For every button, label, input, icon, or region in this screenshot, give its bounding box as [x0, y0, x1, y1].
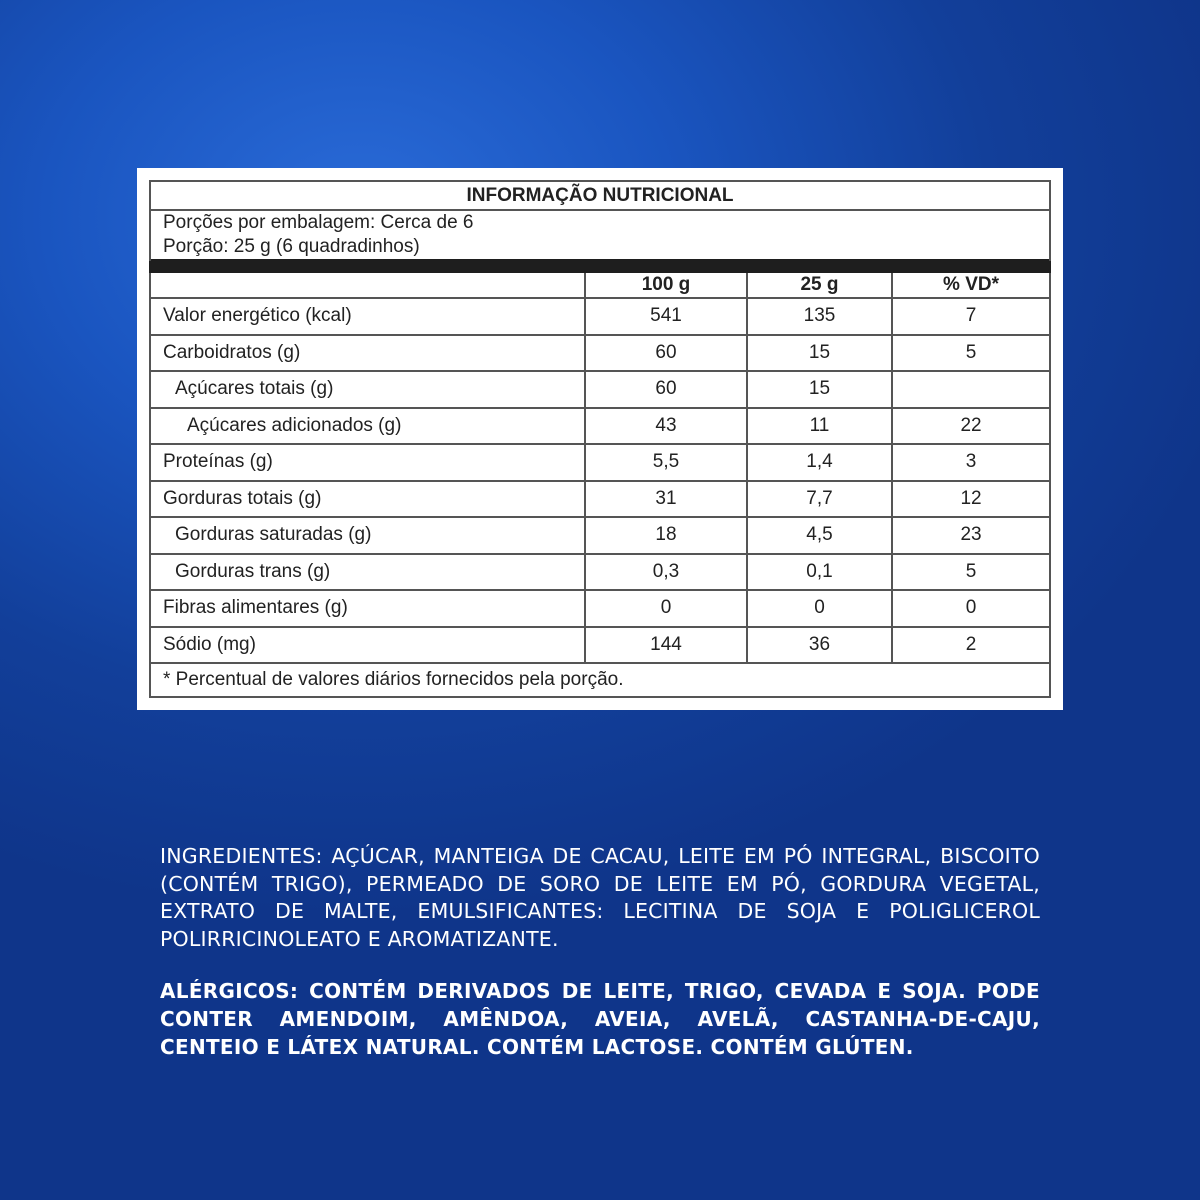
nutrient-label: Valor energético (kcal): [150, 298, 585, 335]
nutrient-value-vd: 5: [892, 335, 1050, 372]
nutrient-value-vd: 23: [892, 517, 1050, 554]
nutrient-value-100g: 541: [585, 298, 747, 335]
nutrient-value-vd: [892, 371, 1050, 408]
nutrient-value-vd: 5: [892, 554, 1050, 591]
nutrient-row: [150, 408, 1050, 445]
nutrient-value-100g: 31: [585, 481, 747, 518]
nutrient-value-25g: 7,7: [747, 481, 892, 518]
nutrition-facts-panel: [137, 168, 1063, 710]
nutrient-row: [150, 627, 1050, 664]
serving-info: [150, 210, 1050, 260]
nutrient-value-100g: 0,3: [585, 554, 747, 591]
nutrient-value-25g: 4,5: [747, 517, 892, 554]
nutrient-row: [150, 335, 1050, 372]
nutrient-value-100g: 5,5: [585, 444, 747, 481]
serving-size: Porção: 25 g (6 quadradinhos): [163, 236, 420, 257]
nutrient-row: [150, 298, 1050, 335]
nutrient-row: [150, 517, 1050, 554]
servings-per-package: Porções por embalagem: Cerca de 6: [163, 212, 474, 233]
nutrient-value-vd: 22: [892, 408, 1050, 445]
nutrition-footnote: * Percentual de valores diários fornecidos pela porção.: [150, 663, 1050, 697]
nutrient-value-25g: 0,1: [747, 554, 892, 591]
nutrient-row: [150, 481, 1050, 518]
nutrient-value-25g: 11: [747, 408, 892, 445]
nutrient-row: [150, 444, 1050, 481]
nutrient-value-100g: 18: [585, 517, 747, 554]
nutrient-value-100g: 144: [585, 627, 747, 664]
nutrient-value-vd: 7: [892, 298, 1050, 335]
nutrient-label: Carboidratos (g): [150, 335, 585, 372]
nutrient-label: Açúcares adicionados (g): [150, 408, 585, 445]
nutrient-label: Sódio (mg): [150, 627, 585, 664]
nutrient-label: Gorduras trans (g): [150, 554, 585, 591]
nutrient-value-25g: 135: [747, 298, 892, 335]
nutrient-value-25g: 0: [747, 590, 892, 627]
nutrient-value-vd: 2: [892, 627, 1050, 664]
nutrient-label: Proteínas (g): [150, 444, 585, 481]
nutrient-value-vd: 3: [892, 444, 1050, 481]
nutrition-table: [149, 180, 1051, 698]
column-header-row: [150, 272, 1050, 298]
ingredients-text: INGREDIENTES: AÇÚCAR, MANTEIGA DE CACAU, LEITE EM PÓ INTEGRAL, BISCOITO (CONTÉM TRIGO), PERMEADO DE SORO DE LEITE EM PÓ, GORDURA VEGETAL, EXTRATO DE MALTE, EMULSIFICANTES: LECITINA DE SOJA E POLIGLICEROL POLIRRICINOLEATO E AROMATIZANTE.: [160, 844, 1040, 951]
nutrition-title: INFORMAÇÃO NUTRICIONAL: [150, 181, 1050, 210]
column-header-label: [150, 272, 585, 298]
nutrient-value-100g: 60: [585, 371, 747, 408]
nutrient-value-100g: 43: [585, 408, 747, 445]
nutrient-label: Açúcares totais (g): [150, 371, 585, 408]
nutrient-value-25g: 1,4: [747, 444, 892, 481]
nutrient-label: Gorduras saturadas (g): [150, 517, 585, 554]
nutrient-value-25g: 36: [747, 627, 892, 664]
column-header-100g: 100 g: [585, 272, 747, 298]
column-header-vd: % VD*: [892, 272, 1050, 298]
nutrient-label: Fibras alimentares (g): [150, 590, 585, 627]
product-text: [160, 843, 1040, 1061]
nutrient-value-vd: 12: [892, 481, 1050, 518]
nutrient-value-100g: 0: [585, 590, 747, 627]
nutrient-row: [150, 590, 1050, 627]
nutrient-label: Gorduras totais (g): [150, 481, 585, 518]
allergens-text: ALÉRGICOS: CONTÉM DERIVADOS DE LEITE, TRIGO, CEVADA E SOJA. PODE CONTER AMENDOIM, AMÊNDOA, AVEIA, AVELÃ, CASTANHA-DE-CAJU, CENTEIO E LÁTEX NATURAL. CONTÉM LACTOSE. CONTÉM GLÚTEN.: [160, 979, 1040, 1059]
nutrient-value-25g: 15: [747, 335, 892, 372]
thick-divider: [150, 260, 1050, 272]
column-header-25g: 25 g: [747, 272, 892, 298]
nutrient-value-vd: 0: [892, 590, 1050, 627]
nutrient-row: [150, 371, 1050, 408]
nutrient-value-100g: 60: [585, 335, 747, 372]
nutrient-row: [150, 554, 1050, 591]
nutrient-value-25g: 15: [747, 371, 892, 408]
